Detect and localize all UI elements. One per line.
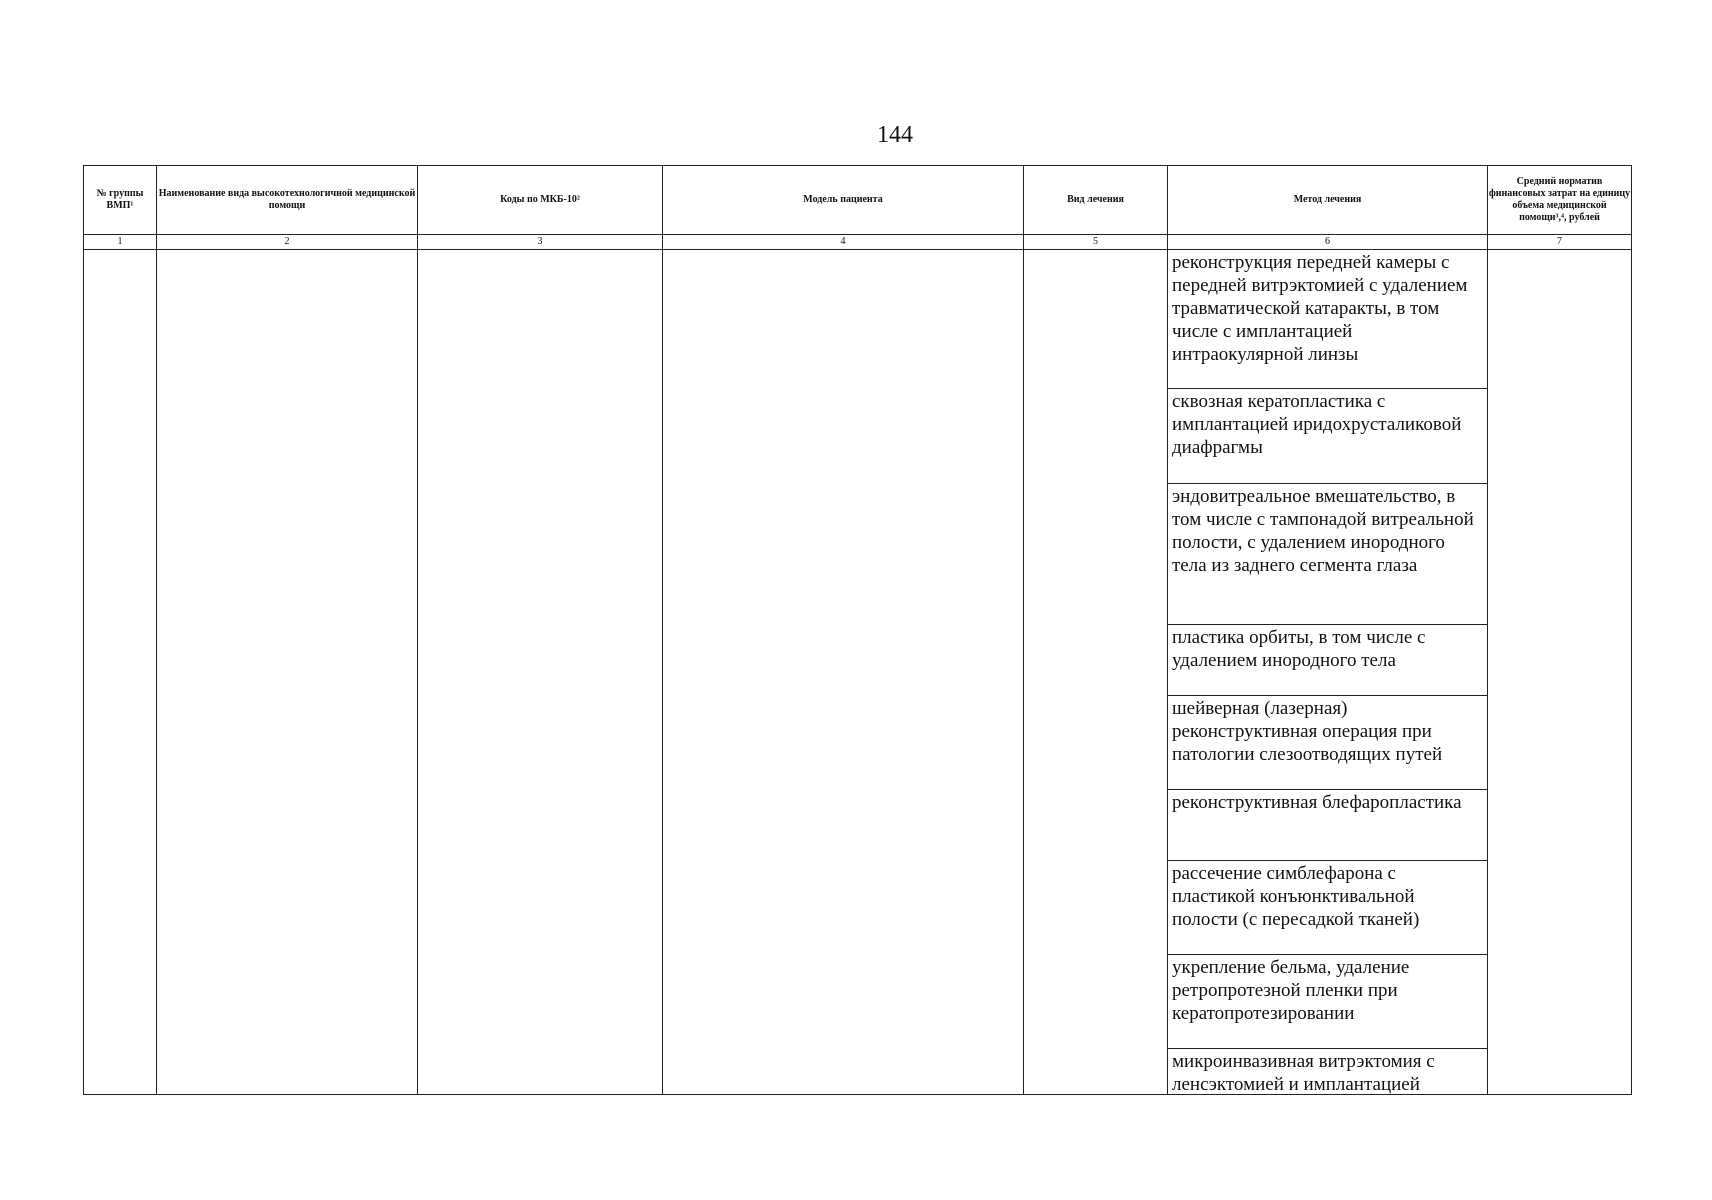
table-row (84, 250, 1632, 1095)
column-number: 1 (84, 235, 157, 250)
cell-treatment-type (1024, 250, 1168, 1095)
header-group-number: № группы ВМП¹ (84, 166, 157, 235)
cell-cost-norm (1488, 250, 1632, 1095)
method-item: шейверная (лазерная) реконструктивная операция при патологии слезоотводящих путей (1168, 696, 1487, 790)
column-number: 5 (1024, 235, 1168, 250)
header-cost-norm: Средний норматив финансовых затрат на единицу объема медицинской помощи³,⁴, рублей (1488, 166, 1632, 235)
method-item: рассечение симблефарона с пластикой конъюнктивальной полости (с пересадкой тканей) (1168, 861, 1487, 955)
column-number: 6 (1168, 235, 1488, 250)
method-item: эндовитреальное вмешательство, в том числе с тампонадой витреальной полости, с удалением инородного тела из заднего сегмента глаза (1168, 484, 1487, 625)
column-number: 7 (1488, 235, 1632, 250)
header-row (84, 166, 1632, 235)
cell-icd-codes (418, 250, 663, 1095)
header-patient-model: Модель пациента (663, 166, 1024, 235)
header-care-type: Наименование вида высокотехнологичной медицинской помощи (157, 166, 418, 235)
column-number-row (84, 235, 1632, 250)
vmp-table (83, 165, 1632, 1095)
column-number: 3 (418, 235, 663, 250)
header-treatment-type: Вид лечения (1024, 166, 1168, 235)
method-item: реконструкция передней камеры с передней витрэктомией с удалением травматической катаракты, в том числе с имплантацией интраокулярной линзы (1168, 250, 1487, 389)
method-item: сквозная кератопластика с имплантацией иридохрусталиковой диафрагмы (1168, 389, 1487, 484)
column-number: 4 (663, 235, 1024, 250)
page-number: 144 (877, 122, 913, 148)
cell-group-number (84, 250, 157, 1095)
cell-patient-model (663, 250, 1024, 1095)
cell-treatment-methods (1168, 250, 1488, 1095)
method-item: реконструктивная блефаропластика (1168, 790, 1487, 861)
column-number: 2 (157, 235, 418, 250)
cell-care-type (157, 250, 418, 1095)
method-item: пластика орбиты, в том числе с удалением инородного тела (1168, 625, 1487, 696)
method-item: укрепление бельма, удаление ретропротезной пленки при кератопротезировании (1168, 955, 1487, 1049)
method-item: микроинвазивная витрэктомия с ленсэктомией и имплантацией (1172, 1051, 1435, 1095)
header-treatment-method: Метод лечения (1168, 166, 1488, 235)
header-icd-codes: Коды по МКБ-10² (418, 166, 663, 235)
